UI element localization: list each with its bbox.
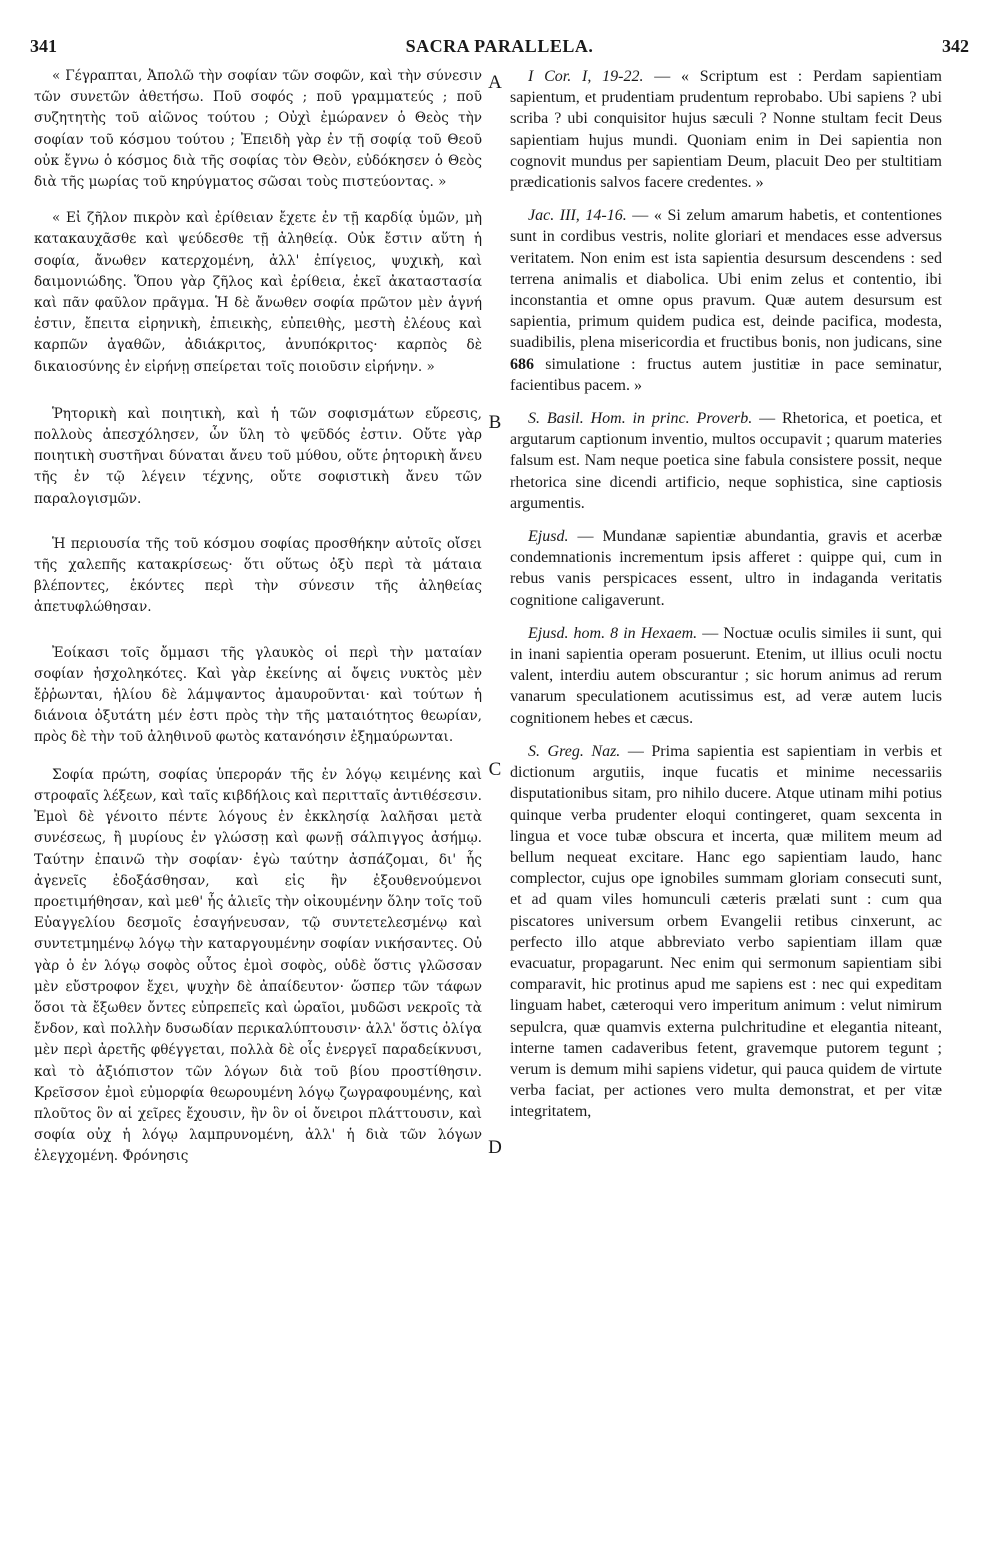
page-number-right: 342 (942, 36, 969, 56)
greek-column (34, 66, 482, 1168)
citation: I Cor. I, 19-22. (528, 68, 644, 85)
latin-text: — Noctuæ oculis similes ii sunt, qui in inani sapientia operam posuerunt. Etenim, ut illius oculi noctu valent, interdiu autem obscurantur ; sic horum animus ad rerum vanarum speculationem acutissimus est, ad veræ autem lucis cognitionem hebes et cæcus. (510, 624, 942, 727)
greek-paragraph: Ἡ περιουσία τῆς τοῦ κόσμου σοφίας προσθήκην αὐτοῖς οἴσει τῆς χαλεπῆς κατακρίσεως· ὅτι οὕτως ὀξὺ περὶ τὰ μάταια βλέποντες, ἑκόντες περὶ τὴν σύνεσιν τῆς ἀληθείας ἀπετυφλώθησαν. (34, 535, 482, 616)
citation: S. Basil. Hom. in princ. Proverb. (528, 410, 753, 428)
latin-paragraph (510, 66, 942, 193)
page-number-left: 341 (30, 36, 57, 56)
latin-text: — Mundanæ sapientiæ abundantia, gravis et acerbæ condemnationis incrementum ipsis afferet : quippe qui, cum in rebus vanis perspicaces essent, ultro in indaganda veritatis cognitione caligaverunt. (510, 528, 942, 609)
citation: Ejusd. (528, 528, 569, 546)
latin-paragraph (510, 408, 942, 514)
latin-text: — Prima sapientia est sapientiam in verbis et dictionum argutiis, inque fucatis et minime necessariis disputationibus sitam, pro nihilo ducere. Atque utinam mihi potius quinque verba prudenter eloqui contingeret, quam sexcenta in lingua et voce tubæ obscura et incerta, quæ militem meum ad bellum nequeat excitare. Hanc ego sapientiam laudo, hanc complector, cujus ope ignobiles summam gloriam consecuti sunt, et ad quam viles homunculi cæteris prælati sunt : cum qua piscatores universum orbem Evangelii retibus cinxerunt, ac perfecto illo atque abbreviato verbo sapientiam illam quæ evacuatur, propagarunt. Nec enim qui sermonum sapientiam sibi comparavit, hic protinus apud me sapiens est : nec qui expeditam linguam habet, cæteroqui vero imperitum animum : velut nimirum sepulcra, quæ quamvis externa pulchritudine et elegantia niteant, interne tamen cadaveribus fetent, gravemque putorem tegunt ; verum is demum mihi sapiens videtur, qui pauca quidem de virtute verba faciat, per actiones vero multa demonstrat, et per vitæ integritatem, (510, 742, 942, 1121)
greek-paragraph: « Εἰ ζῆλον πικρὸν καὶ ἐρίθειαν ἔχετε ἐν τῇ καρδίᾳ ὑμῶν, μὴ κατακαυχᾶσθε καὶ ψεύδεσθε τῇ ἀληθείᾳ. Οὐκ ἔστιν αὕτη ἡ σοφία, ἄνωθεν κατερχομένη, ἀλλ' ἐπίγειος, ψυχικὴ, καὶ δαιμονιώδης. Ὅπου γὰρ ζῆλος καὶ ἐρίθεια, ἐκεῖ ἀκαταστασία καὶ πᾶν φαῦλον πρᾶγμα. Ἡ δὲ ἄνωθεν σοφία πρῶτον μὲν ἁγνή ἐστιν, ἔπειτα εἰρηνικὴ, ἐπιεικὴς, εὐπειθὴς, μεστὴ ἐλέους καὶ καρπῶν ἀγαθῶν, ἀδιάκριτος, ἀνυπόκριτος· καρπὸς δὲ δικαιοσύνης ἐν εἰρήνῃ σπείρεται τοῖς ποιοῦσιν εἰρήνην. » (34, 210, 482, 375)
latin-paragraph (510, 741, 942, 1123)
margin-letter-a: A (488, 72, 502, 93)
latin-text: — Rhetorica, et poetica, et argutarum captionum inventio, multos occupavit ; quarum materies falsum est. Nam neque poetica sine fabula consistere possit, neque rhetorica sine dicendi artificio, neque sophistica, sine captiosis argumentis. (510, 410, 942, 512)
latin-column (510, 66, 942, 1123)
latin-text: — « Scriptum est : Perdam sapientiam sapientum, et prudentiam prudentum reprobabo. Ubi sapiens ? ubi scriba ? ubi conquisitor hujus sæculi ? Nonne stultam fecit Deus sapientiam hujus mundi. Quoniam enim in Dei sapientia non cognovit mundus per sapientiam Deum, placuit Deo per stultitiam prædicationis salvos facere credentes. » (510, 68, 942, 192)
greek-paragraph: Ἐοίκασι τοῖς ὄμμασι τῆς γλαυκὸς οἱ περὶ τὴν ματαίαν σοφίαν ἠσχοληκότες. Καὶ γὰρ ἐκείνης αἱ ὄψεις νυκτὸς μὲν ἔῤῥωνται, ἡλίου δὲ λάμψαντος ἀμαυροῦνται· καὶ τούτων ἡ διάνοια ὀξυτάτη μέν ἐστι πρὸς τὴν τῆς ματαιότητος θεωρίαν, πρὸς δὲ τὴν τοῦ ἀληθινοῦ φωτὸς κατανόησιν ἐξημαύρωνται. (34, 644, 482, 746)
citation: Jac. III, 14-16. (528, 207, 627, 225)
page-header (30, 36, 969, 60)
latin-paragraph (510, 623, 942, 729)
citation: Ejusd. hom. 8 in Hexaem. (528, 624, 698, 642)
latin-paragraph (510, 526, 942, 611)
greek-paragraph: Ῥητορικὴ καὶ ποιητικὴ, καὶ ἡ τῶν σοφισμάτων εὕρεσις, πολλοὺς ἀπεσχόλησεν, ὧν ὕλη τὸ ψεῦδός ἐστιν. Οὔτε γὰρ ποιητικὴ συστῆναι δύναται ἄνευ τοῦ μύθου, οὔτε ῥητορικὴ ἄνευ τῆς ἐν τῷ λέγειν τέχνης, οὔτε σοφιστικὴ ἄνευ τῶν παραλογισμῶν. (34, 405, 482, 507)
margin-letter-b: B (488, 412, 502, 433)
citation: S. Greg. Naz. (528, 742, 621, 760)
running-title: SACRA PARALLELA. (405, 36, 594, 56)
latin-text: simulatione : fructus autem justitiæ in pace seminatur, facientibus pacem. » (510, 355, 942, 394)
margin-letter-d: D (488, 1137, 502, 1158)
latin-paragraph (510, 205, 942, 396)
greek-paragraph: Σοφία πρώτη, σοφίας ὑπεροράν τῆς ἐν λόγῳ κειμένης καὶ στροφαῖς λέξεων, καὶ ταῖς κιβδήλοις καὶ περιτταῖς ἀντιθέσεσιν. Ἐμοὶ δὲ γένοιτο πέντε λόγους ἐν ἐκκλησίᾳ λαλῆσαι μετὰ συνέσεως, ἢ μυρίους ἐν γλώσσῃ καὶ φωνῇ σάλπιγγος ἀσήμῳ. Ταύτην ἐπαινῶ τὴν σοφίαν· ἐγὼ ταύτην ἀσπάζομαι, δι' ἧς ἀγενεῖς ἐδοξάσθησαν, καὶ εἰς ἣν ἐξουθενούμενοι προετιμήθησαν, καὶ μεθ' ἧς ἁλιεῖς τὴν οἰκουμένην ὅλην τοῖς τοῦ Εὐαγγελίου δεσμοῖς ἐσαγήνευσαν, τῷ συντετελεσμένῳ καὶ συντετμημένῳ λόγῳ τὴν καταργουμένην σοφίαν νικήσαντες. Οὐ γὰρ ὁ ἐν λόγῳ σοφὸς οὗτος ἐμοὶ σοφὸς, οὐδὲ ὅστις γλῶσσαν μὲν εὔστροφον ἔχει, ψυχὴν δὲ ἀπαίδευτον· ὥσπερ τῶν τάφων ὅσοι τὰ ἔξωθεν ὄντες εὐπρεπεῖς καὶ ὡραῖοι, μυδῶσι νεκροῖς τὰ ἔνδον, καὶ πολλὴν δυσωδίαν περικαλύπτουσιν· ἀλλ' ὅστις ὀλίγα μὲν περὶ ἀρετῆς φθέγγεται, πολλὰ δὲ οἷς ἐνεργεῖ παραδείκνυσι, καὶ τὸ ἀξιόπιστον τῶν λόγων διὰ τοῦ βίου προστίθησιν. Κρεῖσσον ἐμοὶ εὐμορφία θεωρουμένη λόγῳ ζωγραφουμένης, καὶ πλοῦτος ὃν αἱ χεῖρες ἔχουσιν, ἢν ὃν οἱ ὄνειροι πλάττουσιν, καὶ σοφία οὐχ ἡ λόγῳ λαμπρυνομένη, ἀλλ' ἡ διὰ τῶν λόγων ἐλεγχομένη. Φρόνησις (34, 766, 482, 1165)
margin-letter-c: C (488, 759, 502, 780)
latin-text: — « Si zelum amarum habetis, et contentiones sunt in cordibus vestris, nolite gloriari et mendaces esse adversus veritatem. Non enim est ista sapientia desursum descendens : sed terrena animalis et diabolica. Ubi enim zelus et contentio, ibi inconstantia et omne opus pravum. Quæ autem desursum est sapientia, primum quidem pudica est, deinde pacifica, modesta, suadibilis, plena misericordia et fructibus bonis, non judicans, sine (510, 207, 943, 352)
greek-paragraph: « Γέγραπται, Ἀπολῶ τὴν σοφίαν τῶν σοφῶν, καὶ τὴν σύνεσιν τῶν συνετῶν ἀθετήσω. Ποῦ σοφός ; ποῦ γραμματεύς ; ποῦ συζητητὴς τοῦ αἰῶνος τούτου ; Οὐχὶ ἐμώρανεν ὁ Θεὸς τὴν σοφίαν τοῦ κόσμου τούτου ; Ἐπειδὴ γὰρ ἐν τῇ σοφίᾳ τοῦ Θεοῦ οὐκ ἔγνω ὁ κόσμος διὰ τῆς σοφίας τὸν Θεὸν, εὐδόκησεν ὁ Θεὸς διὰ τῆς μωρίας τοῦ κηρύγματος σῶσαι τοὺς πιστεύοντας. » (34, 68, 482, 191)
column-number: 686 (510, 355, 534, 373)
